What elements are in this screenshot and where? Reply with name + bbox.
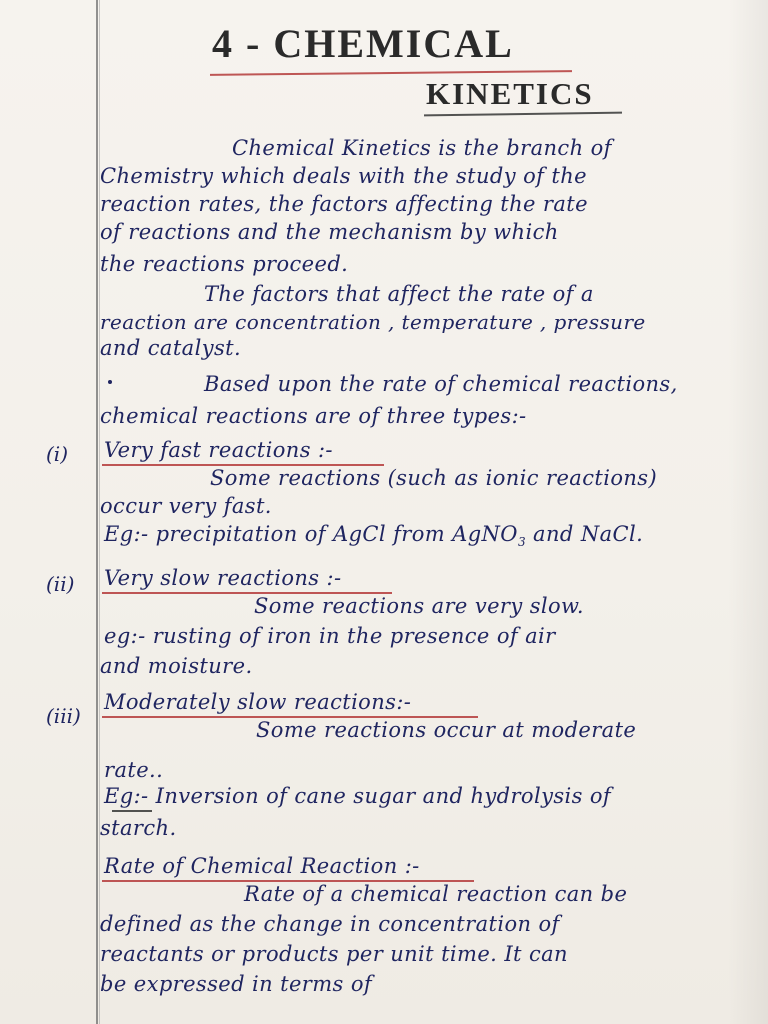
- section-3-heading: Moderately slow reactions:-: [104, 690, 412, 714]
- subtitle-underline: [424, 112, 622, 117]
- rate-line-2: defined as the change in concentration of: [100, 912, 560, 936]
- section-3-line-1: Some reactions occur at moderate: [256, 718, 637, 742]
- intro-line-3: reaction rates, the factors affecting the rate: [100, 192, 588, 216]
- section-3-line-2: rate..: [104, 758, 164, 782]
- section-1-example-text: Eg:- precipitation of AgCl from AgNO: [104, 522, 518, 546]
- section-2-line-1: Some reactions are very slow.: [254, 594, 584, 618]
- intro-line-2: Chemistry which deals with the study of the: [100, 164, 587, 188]
- section-1-example-subscript: 3: [517, 535, 526, 550]
- factors-line-2: reaction are concentration , temperature , pressure: [100, 310, 646, 334]
- based-line-1: Based upon the rate of chemical reactions,: [204, 372, 678, 396]
- page-subtitle: KINETICS: [426, 76, 594, 111]
- section-1-heading: Very fast reactions :-: [104, 438, 333, 462]
- section-2-line-2: eg:- rusting of iron in the presence of air: [104, 624, 556, 648]
- section-2-line-3: and moisture.: [100, 654, 253, 678]
- section-3-example-cont: starch.: [100, 816, 177, 840]
- section-1-line-1: Some reactions (such as ionic reactions): [210, 466, 658, 490]
- section-3-number: (iii): [46, 704, 81, 728]
- based-line-2: chemical reactions are of three types:-: [100, 404, 527, 428]
- intro-line-1: Chemical Kinetics is the branch of: [232, 136, 612, 160]
- rate-line-4: be expressed in terms of: [100, 972, 373, 996]
- section-1-number: (i): [46, 442, 69, 466]
- rate-line-1: Rate of a chemical reaction can be: [244, 882, 628, 906]
- factors-line-1: The factors that affect the rate of a: [204, 282, 594, 306]
- section-2-heading: Very slow reactions :-: [104, 566, 342, 590]
- section-2-number: (ii): [46, 572, 75, 596]
- rate-line-3: reactants or products per unit time. It can: [100, 942, 568, 966]
- intro-line-5: the reactions proceed.: [100, 252, 349, 276]
- stray-dot: [108, 380, 112, 384]
- rate-heading: Rate of Chemical Reaction :-: [104, 854, 420, 878]
- section-1-line-2: occur very fast.: [100, 494, 272, 518]
- section-1-example-tail: and NaCl.: [525, 522, 644, 546]
- section-3-example: Eg:- Inversion of cane sugar and hydrolysis of: [104, 784, 612, 808]
- intro-line-4: of reactions and the mechanism by which: [100, 220, 559, 244]
- page-title: 4 - CHEMICAL: [212, 21, 514, 66]
- margin-rule: [96, 0, 98, 1024]
- factors-line-3: and catalyst.: [100, 336, 242, 360]
- section-1-example: [104, 524, 764, 548]
- section-3-eg-underline: [112, 810, 152, 812]
